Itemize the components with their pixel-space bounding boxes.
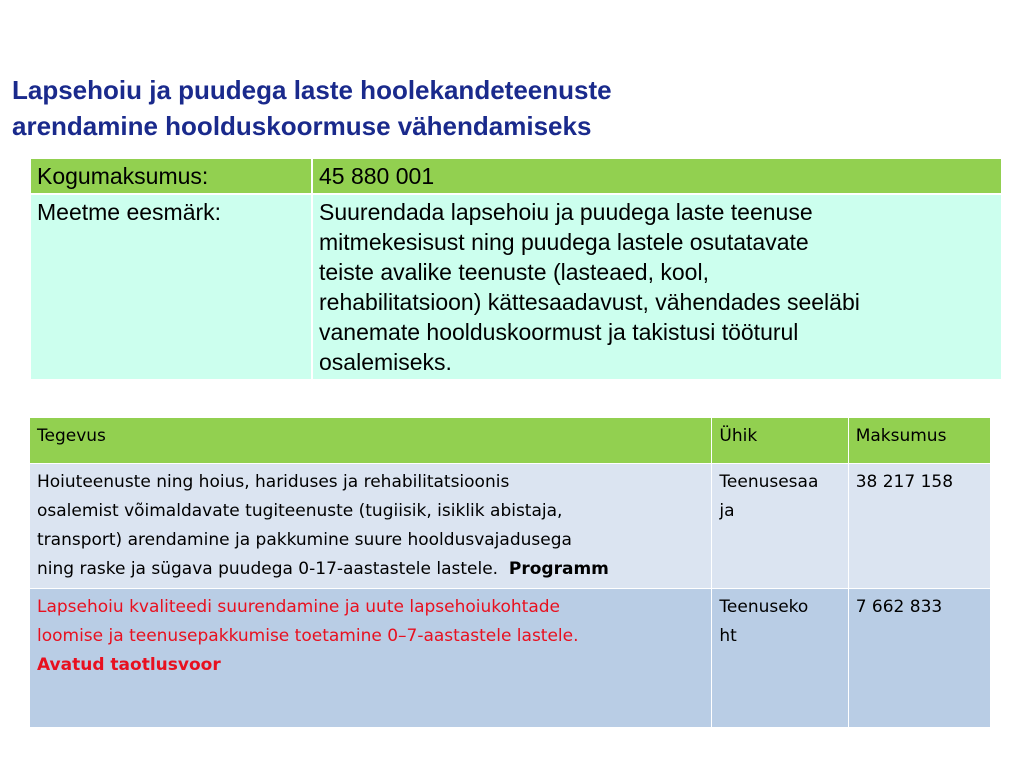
page-title-line-2: arendamine hoolduskoormuse vähendamiseks bbox=[12, 111, 592, 141]
header-unit: Ühik bbox=[712, 418, 848, 464]
header-cost: Maksumus bbox=[848, 418, 990, 464]
summary-table bbox=[29, 157, 1003, 381]
goal-line: rehabilitatsioon) kättesaadavust, vähendades seeläbi bbox=[319, 289, 860, 315]
unit-cell bbox=[712, 464, 848, 589]
activity-line: loomise ja teenusepakkumise toetamine 0–7-aastastele lastele. bbox=[37, 626, 579, 646]
goal-description bbox=[312, 194, 1002, 380]
goal-line: osalemiseks. bbox=[319, 349, 452, 375]
header-activity: Tegevus bbox=[30, 418, 712, 464]
table-row bbox=[30, 464, 991, 589]
goal-line: Suurendada lapsehoiu ja puudega laste teenuse bbox=[319, 199, 813, 225]
activity-type: Avatud taotlusvoor bbox=[37, 655, 221, 675]
activities-table bbox=[29, 417, 991, 728]
summary-cost-row bbox=[30, 158, 1002, 194]
activity-line-last bbox=[37, 555, 704, 584]
goal-line: vanemate hoolduskoormust ja takistusi tööturul bbox=[319, 319, 799, 345]
cost-value: 45 880 001 bbox=[312, 158, 1002, 194]
unit-line: ja bbox=[719, 501, 735, 521]
cost-cell: 38 217 158 bbox=[848, 464, 990, 589]
table-row bbox=[30, 589, 991, 728]
unit-line: ht bbox=[719, 626, 737, 646]
activity-line: osalemist võimaldavate tugiteenuste (tugiisik, isiklik abistaja, bbox=[37, 501, 563, 521]
activity-cell bbox=[30, 589, 712, 728]
activity-cell bbox=[30, 464, 712, 589]
unit-line: Teenuseko bbox=[719, 597, 809, 617]
summary-goal-row bbox=[30, 194, 1002, 380]
activity-line: Lapsehoiu kvaliteedi suurendamine ja uute lapsehoiukohtade bbox=[37, 597, 561, 617]
cost-label: Kogumaksumus: bbox=[30, 158, 312, 194]
goal-line: mitmekesisust ning puudega lastele osutatavate bbox=[319, 229, 809, 255]
activity-type: Programm bbox=[508, 559, 609, 579]
page-title-line-1: Lapsehoiu ja puudega laste hoolekandeteenuste bbox=[12, 75, 612, 105]
activity-line: transport) arendamine ja pakkumine suure hooldusvajadusega bbox=[37, 530, 572, 550]
activity-line: ning raske ja sügava puudega 0-17-aastastele lastele. bbox=[37, 559, 499, 579]
unit-cell bbox=[712, 589, 848, 728]
unit-line: Teenusesaa bbox=[719, 472, 819, 492]
activity-line: Hoiuteenuste ning hoius, hariduses ja rehabilitatsioonis bbox=[37, 472, 510, 492]
goal-label: Meetme eesmärk: bbox=[30, 194, 312, 380]
goal-line: teiste avalike teenuste (lasteaed, kool, bbox=[319, 259, 709, 285]
activities-header-row bbox=[30, 418, 991, 464]
cost-cell: 7 662 833 bbox=[848, 589, 990, 728]
page-title bbox=[12, 72, 1012, 144]
